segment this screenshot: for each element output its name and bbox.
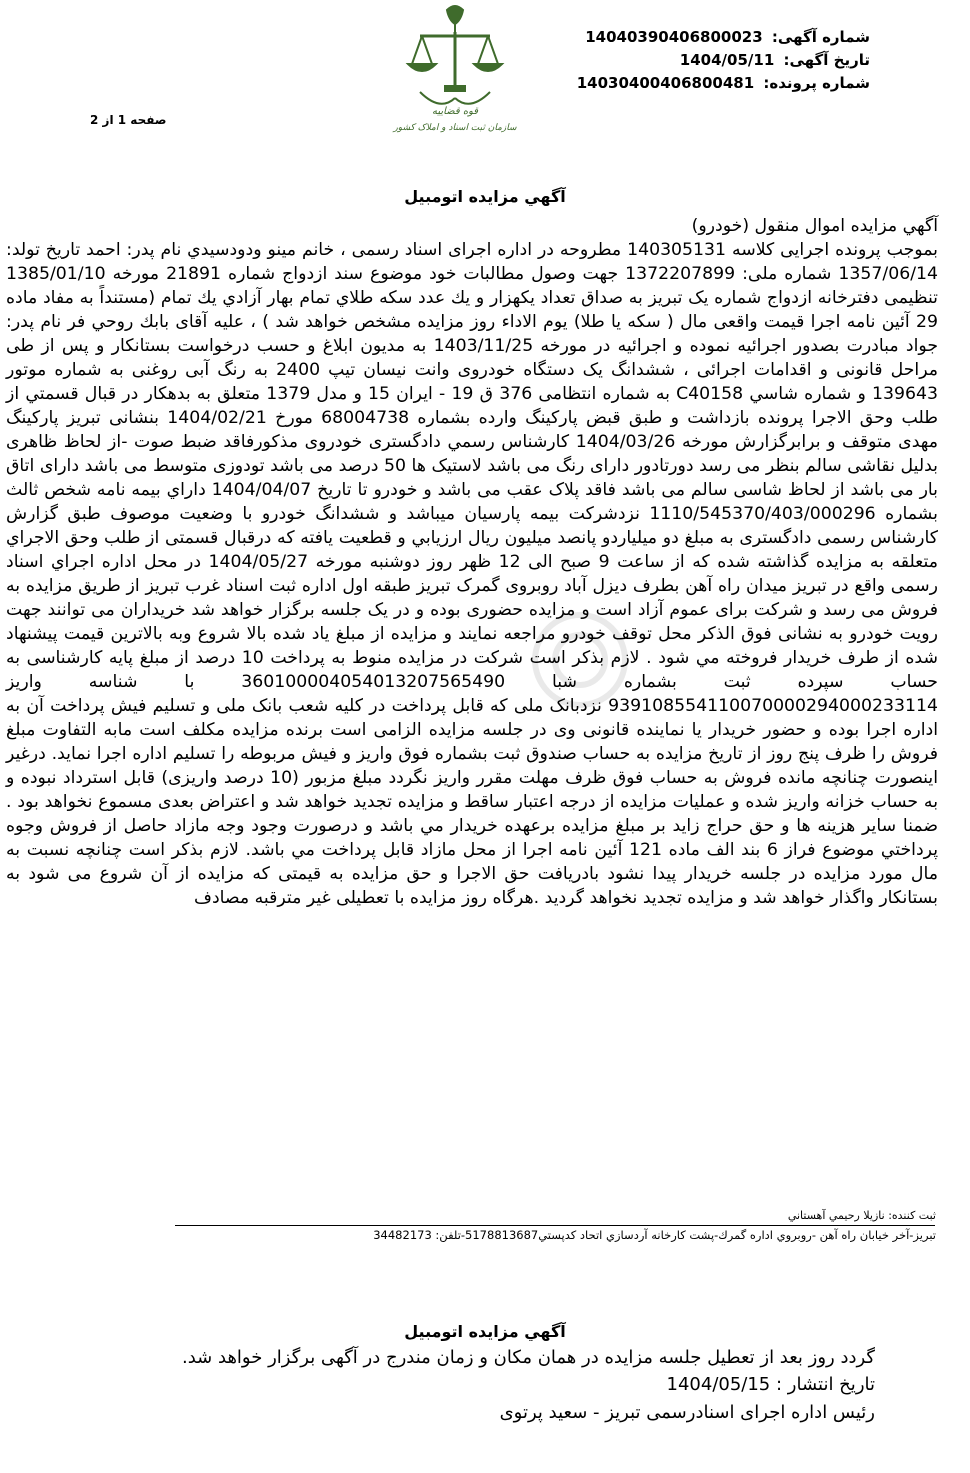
publish-date-label: تاریخ انتشار :: [776, 1374, 875, 1395]
registrar-name: نازيلا رحيمي آهستاني: [787, 1209, 885, 1222]
office-address: تبريز-آخر خيابان راه آهن -روبروي اداره گمرك-پشت كارخانه آردسازي اتحاد كدپستي5178813687-تلفن: 34482173: [373, 1228, 936, 1242]
svg-text:قوه قضاییه: قوه قضاییه: [431, 106, 479, 117]
registrar: [788, 1209, 936, 1222]
page-number: صفحه 1 از 2: [90, 113, 167, 127]
svg-text:سازمان ثبت اسناد و املاک کشور: سازمان ثبت اسناد و املاک کشور: [393, 123, 517, 133]
ad-body-text: بموجب پرونده اجرایی کلاسه 140305131 مطروحه در اداره اجرای اسناد رسمی ، خانم مینو ودودسیدي نام پدر: احمد تاریخ تولد: 1357/06/14 شماره ملی: 1372207899 جهت وصول مطالبات خود موضوع سند ازدواج شماره 21891 مورخه 1385/01/10 تنظیمی دفترخانه ازدواج شماره یک تبریز به صداق تعداد یکهزار و یك عدد سکه طلاي تمام بهار آزادي يك تمام (مستنداً به مفاد ماده 29 آئین نامه اجرا قیمت واقعی مال ( سکه یا طلا) یوم الاداء روز مزایده مشخص خواهد شد ) ، علیه آقای بابك روحي فر نام پدر: جواد مبادرت بصدور اجرائیه نموده و اجرائیه در مورخه 1403/11/25 به مدیون ابلاغ و حسب درخواست بستانکار و پس از طی مراحل قانونی و اقدامات اجرائی ، ششدانگ یک دستگاه خودروی وانت نیسان تیپ 2400 به رنگ آبی روغنی به شماره موتور 139643 و شماره شاسي C40158 به شماره انتظامی 376 ق 19 - ایران 15 و مدل 1379 متعلق به بدهکار در قبال قسمتي از طلب وحق الاجرا پرونده بازداشت و طبق قبض پارکینگ وارده بشماره 68004738 مورخ 1404/02/21 بنشانی تبریز پارکینگ مهدی متوقف و برابرگزارش مورخه 1404/03/26 کارشناس رسمي دادگستری خودروی مذکورفاقد ضبط صوت -از لحاظ ظاهری بدلیل نقاشی سالم بنظر می رسد دورتادور دارای رنگ می باشد لاستیک ها 50 درصد می باشد تودوزی متوسط می باشد دارای اتاق بار می باشد از لحاظ شاسی سالم می باشد فاقد پلاک عقب می باشد و خودرو تا تاريخ 1404/04/07 داراي بيمه نامه شخص ثالث بشماره 1110/545370/403/000296 نزدشرکت بیمه پارسیان میباشد و ششدانگ خودرو با وضعیت موصوف طبق گزارش کارشناس رسمی دادگستری به مبلغ دو میلیاردو پانصد میلیون ریال ارزيابي و قطعيت يافته كه درقبال قسمتی از طلب وحق الاجراي متعلقه به مزایده گذاشته شده كه از ساعت 9 صبح الی 12 ظهر روز دوشنبه مورخه 1404/05/27 در محل اداره اجراي اسناد رسمی واقع در تبریز میدان راه آهن بطرف دیزل آباد روبروی گمرک تبریز طبقه اول اداره ثبت اسناد غرب تبریز از طریق مزایده به فروش می رسد و شرکت برای عموم آزاد است و مزایده حضوری بوده و در یک جلسه برگزار خواهد شد خریداران می توانند جهت رویت خودرو به نشانی فوق الذکر محل توقف خودرو مراجعه نمایند و مزایده از مبلغ یاد شده بالا شروع وبه بالاترین قیمت پیشنهاد شده از طرف خریدار فروخته مي شود . لازم بذکر است شرکت در مزایده منوط به پرداخت 10 درصد از مبلغ پایه کارشناسی به حساب سپرده ثبت بشماره شبا 360100004054013207565490 با شناسه واریز 939108554110070000294000233114 نزدبانک ملی که قابل پرداخت در کلیه شعب بانک ملی و تسلیم فیش پرداخت آن به اداره اجرا بوده و حضور خریدار یا نماینده قانونی وی در جلسه مزایده الزامی است برنده مزایده مکلف است مابه التفاوت مبلغ فروش را ظرف پنج روز از تاریخ مزایده به حساب صندوق ثبت بشماره فوق واریز و فیش مربوطه را تسلیم اداره اجرا نماید. درغیر اینصورت چنانچه مانده فروش به حساب فوق ظرف مهلت مقرر واریز نگردد مبلغ مزبور (10 درصد واریزی) قابل استرداد نبوده و به حساب خزانه واریز شده و عملیات مزایده از درجه اعتبار ساقط و مزایده تجدید خواهد شد و اعتراض بعدی مسموع نخواهد بود . ضمنا سایر هزینه ها و حق حراج زاید بر مبلغ مزایده برعهده خریدار مي باشد و درصورت وجود وجه مازاد حاصل از فروش وجوه پرداختي موضوع فراز 6 بند الف ماده 121 آئین نامه اجرا از محل مازاد قابل پرداخت مي باشد. لازم بذکر است چنانچه نسبت به مال مورد مزایده در جلسه خریدار پیدا نشود بادریافت حق الاجرا و حق مزایده به قیمتی که مزایده از آن شروع می شود به بستانکار واگذار خواهد شد و مزایده تجدید نخواهد گردید .هرگاه روز مزایده با تعطیلی غیر مترقبه مصادف: [6, 240, 939, 908]
continuation-text: گردد روز بعد از تعطیل جلسه مزایده در همان مکان و زمان مندرج در آگهی برگزار خواهد شد.: [182, 1347, 875, 1368]
page-title: آگهي مزايده اتومبيل: [404, 187, 566, 206]
page2-title: آگهي مزايده اتومبيل: [404, 1322, 566, 1341]
ad-date-label: تاریخ آگهی:: [783, 51, 870, 69]
case-number: 14030400406800481: [576, 74, 755, 92]
ad-number-label: شماره آگهی:: [771, 28, 870, 46]
divider: [175, 1225, 935, 1226]
ad-number: 14040390406800023: [585, 28, 763, 46]
ad-date-row: [680, 50, 870, 71]
case-number-label: شماره پرونده:: [763, 74, 870, 92]
publish-date: 1404/05/15: [666, 1374, 771, 1395]
case-number-row: [577, 73, 870, 94]
ad-date: 1404/05/11: [679, 51, 775, 69]
ad-subtitle: آگهي مزايده اموال منقول (خودرو): [691, 216, 938, 236]
judiciary-emblem-icon: [390, 2, 520, 137]
publish-date-row: [75, 1372, 875, 1397]
ad-body: [6, 214, 938, 910]
signature: رئيس اداره اجرای اسنادرسمی تبریز - سعید پرتوی: [499, 1402, 875, 1423]
ad-number-row: [585, 27, 870, 48]
registrar-label: ثبت كننده:: [888, 1209, 936, 1222]
